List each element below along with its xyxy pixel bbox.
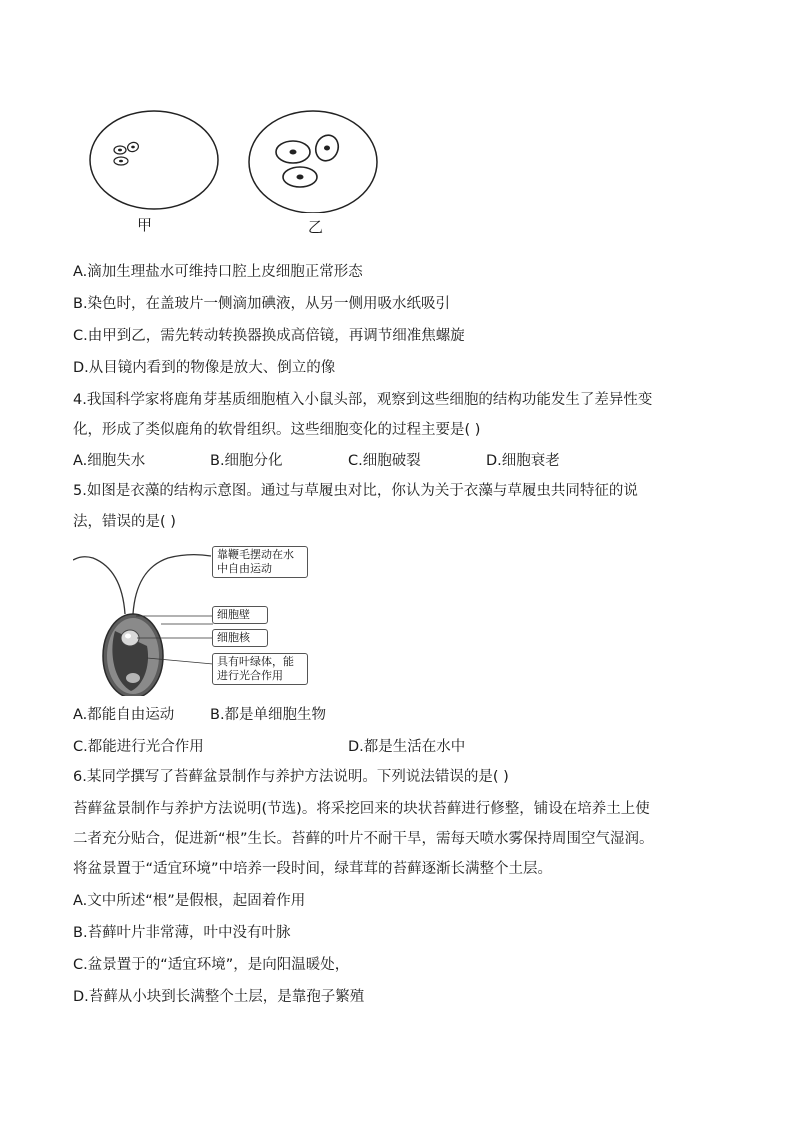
q6-passage-line3: 将盆景置于“适宜环境”中培养一段时间，绿茸茸的苔藓逐渐长满整个土层。	[73, 861, 553, 877]
q6-option-b: B.苔藓叶片非常薄，叶中没有叶脉	[73, 925, 291, 941]
q5-option-b: B.都是单细胞生物	[210, 707, 327, 723]
q4-option-b: B.细胞分化	[210, 453, 283, 469]
callout-cell-wall: 细胞壁	[212, 606, 268, 624]
q6-option-a: A.文中所述“根”是假根，起固着作用	[73, 893, 306, 909]
q5-option-d: D.都是生活在水中	[348, 739, 466, 755]
q4-option-c: C.细胞破裂	[348, 453, 421, 469]
q6-stem: 6.某同学撰写了苔藓盆景制作与养护方法说明。下列说法错误的是( )	[73, 769, 509, 785]
q5-stem-line1: 5.如图是衣藻的结构示意图。通过与草履虫对比，你认为关于衣藻与草履虫共同特征的说	[73, 483, 638, 499]
microscope-figure	[80, 108, 400, 213]
q3-option-a: A.滴加生理盐水可维持口腔上皮细胞正常形态	[73, 264, 363, 280]
q6-option-d: D.苔藓从小块到长满整个土层，是靠孢子繁殖	[73, 989, 365, 1005]
q5-option-a: A.都能自由运动	[73, 707, 175, 723]
figure-label-yi: 乙	[308, 218, 324, 236]
q6-option-c: C.盆景置于的“适宜环境”，是向阳温暖处，	[73, 957, 350, 973]
callout-flagella: 靠鞭毛摆动在水中自由运动	[212, 546, 308, 578]
q3-option-c: C.由甲到乙，需先转动转换器换成高倍镜，再调节细准焦螺旋	[73, 328, 465, 344]
chlamydomonas-diagram	[73, 546, 213, 696]
q5-option-c: C.都能进行光合作用	[73, 739, 204, 755]
callout-nucleus: 细胞核	[212, 629, 268, 647]
q5-stem-line2: 法，错误的是( )	[73, 514, 176, 530]
q4-option-a: A.细胞失水	[73, 453, 146, 469]
q4-option-d: D.细胞衰老	[486, 453, 560, 469]
field-of-view-jia	[90, 111, 218, 209]
figure-label-jia: 甲	[137, 216, 153, 234]
callout-chloroplast: 具有叶绿体，能进行光合作用	[212, 653, 308, 685]
q6-passage-line2: 二者充分贴合，促进新“根”生长。苔藓的叶片不耐干旱，需每天喷水雾保持周围空气湿润。	[73, 831, 654, 847]
q3-option-b: B.染色时，在盖玻片一侧滴加碘液，从另一侧用吸水纸吸引	[73, 296, 451, 312]
q6-passage-line1: 苔藓盆景制作与养护方法说明(节选)。将采挖回来的块状苔藓进行修整，铺设在培养土上使	[73, 801, 650, 817]
q4-stem-line1: 4.我国科学家将鹿角芽基质细胞植入小鼠头部，观察到这些细胞的结构功能发生了差异性变	[73, 392, 653, 408]
field-of-view-yi	[249, 111, 377, 213]
q4-stem-line2: 化，形成了类似鹿角的软骨组织。这些细胞变化的过程主要是( )	[73, 422, 481, 438]
q3-option-d: D.从目镜内看到的物像是放大、倒立的像	[73, 360, 336, 376]
